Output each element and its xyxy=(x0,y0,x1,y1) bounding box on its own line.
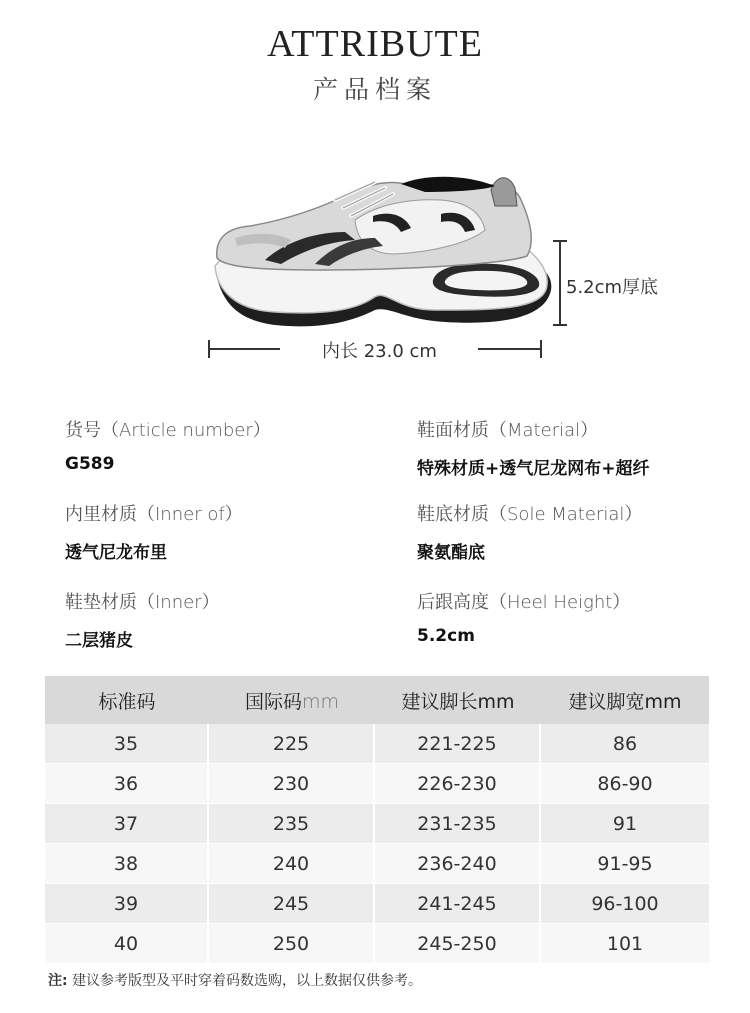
header-cell: 标准码 xyxy=(45,676,209,724)
attr-article-number xyxy=(65,416,271,474)
table-cell: 86 xyxy=(541,724,709,764)
attr-label: 鞋底材质（Sole Material） xyxy=(417,504,643,525)
table-cell: 221-225 xyxy=(375,724,541,764)
sole-height-label: 5.2cm厚底 xyxy=(566,277,659,298)
header-cell: 建议脚长mm xyxy=(375,676,541,724)
table-cell: 236-240 xyxy=(375,844,541,884)
table-row xyxy=(45,844,709,884)
attr-label: 鞋垫材质（Inner） xyxy=(65,592,220,613)
table-cell: 250 xyxy=(209,924,375,964)
header-cell: 国际码mm xyxy=(209,676,375,724)
table-cell: 231-235 xyxy=(375,804,541,844)
attr-heel-height xyxy=(417,588,630,646)
table-row xyxy=(45,804,709,844)
title-en: ATTRIBUTE xyxy=(267,23,483,65)
attr-label: 鞋面材质（Material） xyxy=(417,420,599,441)
table-cell: 91 xyxy=(541,804,709,844)
header-cell: 建议脚宽mm xyxy=(541,676,709,724)
table-cell: 226-230 xyxy=(375,764,541,804)
length-ruler-left xyxy=(208,348,280,350)
table-cell: 35 xyxy=(45,724,209,764)
table-cell: 91-95 xyxy=(541,844,709,884)
title-cn: 产品档案 xyxy=(312,75,437,104)
height-ruler xyxy=(558,240,562,326)
attr-inner-of xyxy=(65,500,243,563)
table-cell: 240 xyxy=(209,844,375,884)
table-cell: 96-100 xyxy=(541,884,709,924)
attr-value: 二层猪皮 xyxy=(65,631,133,651)
table-cell: 86-90 xyxy=(541,764,709,804)
table-cell: 38 xyxy=(45,844,209,884)
table-cell: 245-250 xyxy=(375,924,541,964)
attr-material xyxy=(417,416,650,479)
attr-value: G589 xyxy=(65,454,115,474)
size-table xyxy=(45,676,709,964)
attr-value: 透气尼龙布里 xyxy=(65,543,167,563)
table-cell: 225 xyxy=(209,724,375,764)
table-cell: 241-245 xyxy=(375,884,541,924)
size-table-header xyxy=(45,676,709,724)
product-shoe-image xyxy=(205,160,565,335)
attr-value: 聚氨酯底 xyxy=(417,543,485,563)
table-cell: 245 xyxy=(209,884,375,924)
attr-label: 后跟高度（Heel Height） xyxy=(417,592,631,613)
attr-inner xyxy=(65,588,220,651)
length-ruler-right-cap xyxy=(540,340,542,358)
inner-length-label: 内长 23.0 cm xyxy=(322,341,437,362)
attr-value: 5.2cm xyxy=(417,626,475,646)
attr-sole-material xyxy=(417,500,642,563)
table-cell: 37 xyxy=(45,804,209,844)
table-row xyxy=(45,724,709,764)
table-row xyxy=(45,764,709,804)
table-cell: 235 xyxy=(209,804,375,844)
footnote-prefix: 注: xyxy=(48,973,68,989)
table-cell: 230 xyxy=(209,764,375,804)
table-cell: 40 xyxy=(45,924,209,964)
attr-label: 货号（Article number） xyxy=(65,420,271,441)
length-ruler-right xyxy=(478,348,542,350)
table-row xyxy=(45,884,709,924)
table-row xyxy=(45,924,709,964)
table-cell: 36 xyxy=(45,764,209,804)
table-cell: 39 xyxy=(45,884,209,924)
attr-label: 内里材质（Inner of） xyxy=(65,504,243,525)
attr-value: 特殊材质+透气尼龙网布+超纤 xyxy=(417,459,650,479)
footnote xyxy=(48,970,422,990)
table-cell: 101 xyxy=(541,924,709,964)
footnote-text: 建议参考版型及平时穿着码数选购，以上数据仅供参考。 xyxy=(72,973,423,989)
